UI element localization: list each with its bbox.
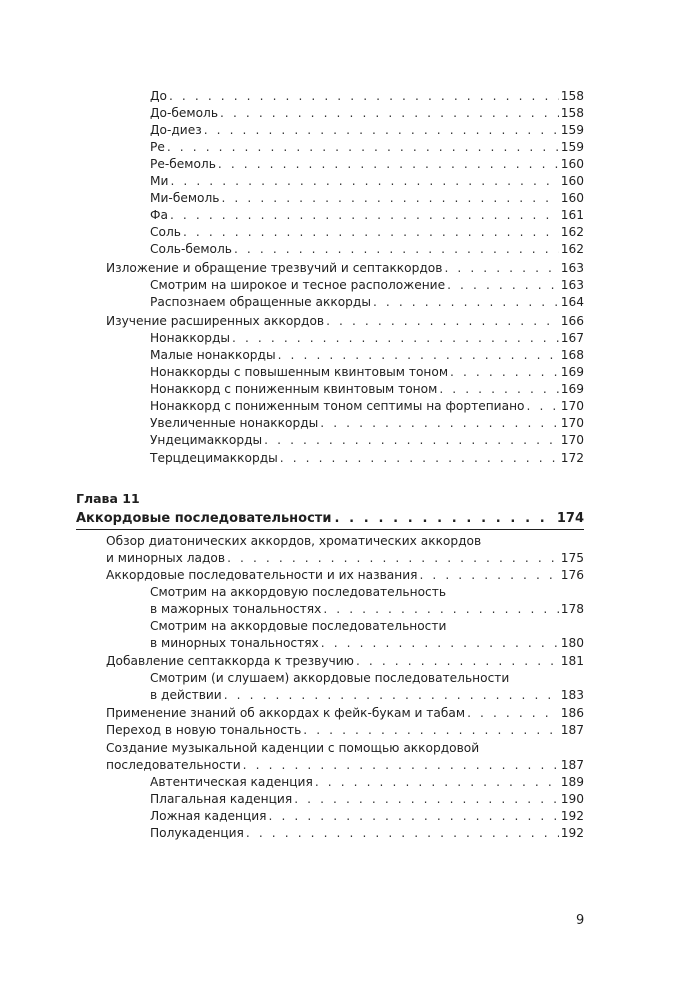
toc-entry-title: Ре [150, 140, 165, 154]
toc-entry-page: 187 [560, 758, 584, 772]
toc-entry-title: Изложение и обращение трезвучий и септаккордов [106, 261, 443, 275]
toc-entry[interactable] [150, 190, 584, 207]
toc-entry-first-line: Смотрим на аккордовые последовательности [150, 619, 447, 633]
toc-entry-page: 192 [560, 809, 584, 823]
toc-entry[interactable] [150, 432, 584, 449]
toc-leader-dots [269, 808, 559, 825]
toc-leader-dots [527, 398, 559, 415]
toc-leader-dots [221, 190, 558, 207]
toc-entry-title: Нонаккорды [150, 331, 231, 345]
toc-entry-page: 190 [560, 792, 584, 806]
toc-leader-dots [450, 364, 559, 381]
toc-entry[interactable] [150, 277, 584, 294]
toc-leader-dots [243, 757, 559, 774]
toc-entry-page: 160 [560, 191, 584, 205]
toc-entry-title: Распознаем обращенные аккорды [150, 295, 371, 309]
toc-section-first-line: Создание музыкальной каденции с помощью аккордовой [106, 741, 480, 755]
toc-entry-title: Соль-бемоль [150, 242, 232, 256]
toc-leader-dots [419, 567, 558, 584]
toc-entry-title: Нонаккорд с пониженным квинтовым тоном [150, 382, 438, 396]
toc-entry-title: Нонаккорд с пониженным тоном септимы на фортепиано [150, 399, 525, 413]
toc-leader-dots [321, 635, 559, 652]
toc-entry-title: Применение знаний об аккордах к фейк-букам и табам [106, 706, 466, 720]
toc-entry[interactable] [150, 825, 584, 842]
toc-entry-title: в мажорных тональностях [150, 602, 322, 616]
toc-entry-title: Нонаккорды с повышенным квинтовым тоном [150, 365, 449, 379]
toc-entry[interactable] [150, 791, 584, 808]
toc-leader-dots [439, 381, 558, 398]
toc-entry[interactable] [150, 398, 584, 415]
toc-entry[interactable] [150, 294, 584, 311]
toc-entry-page: 161 [560, 208, 584, 222]
toc-entry[interactable] [150, 241, 584, 258]
toc-entry-title: Смотрим на широкое и тесное расположение [150, 278, 446, 292]
toc-leader-dots [278, 347, 559, 364]
toc-entry[interactable] [150, 156, 584, 173]
toc-leader-dots [315, 774, 559, 791]
toc-section[interactable] [106, 313, 584, 330]
toc-leader-dots [227, 550, 559, 567]
toc-leader-dots [224, 687, 559, 704]
toc-entry-page: 176 [560, 568, 584, 582]
toc-entry-page: 178 [560, 602, 584, 616]
toc-section[interactable] [106, 653, 584, 670]
toc-section[interactable] [106, 705, 584, 722]
toc-section[interactable] [106, 550, 584, 567]
toc-entry-title: Фа [150, 208, 168, 222]
toc-entry-page: 172 [560, 451, 584, 465]
toc-entry[interactable] [150, 635, 584, 652]
toc-entry[interactable] [150, 88, 584, 105]
toc-leader-dots [447, 277, 559, 294]
toc-entry-title: и минорных ладов [106, 551, 226, 565]
toc-entry-page: 187 [560, 723, 584, 737]
toc-leader-dots [170, 207, 559, 224]
toc-entry[interactable] [150, 450, 584, 467]
toc-leader-dots [326, 313, 559, 330]
toc-leader-dots [356, 653, 559, 670]
toc-entry-page: 175 [560, 551, 584, 565]
toc-entry[interactable] [150, 173, 584, 190]
toc-entry[interactable] [150, 601, 584, 618]
toc-entry-page: 170 [560, 433, 584, 447]
toc-leader-dots [303, 722, 558, 739]
toc-section[interactable] [106, 260, 584, 277]
toc-section[interactable] [106, 722, 584, 739]
toc-entry[interactable] [150, 808, 584, 825]
chapter-label: Глава 11 [76, 491, 140, 506]
toc-leader-dots [246, 825, 559, 842]
toc-entry-page: 159 [560, 140, 584, 154]
toc-entry-page: 163 [560, 278, 584, 292]
toc-entry-title: в действии [150, 688, 222, 702]
toc-entry-page: 181 [560, 654, 584, 668]
toc-entry-title: Ундецимаккорды [150, 433, 263, 447]
toc-entry[interactable] [150, 105, 584, 122]
toc-leader-dots [264, 432, 559, 449]
toc-entry-page: 167 [560, 331, 584, 345]
toc-entry-page: 160 [560, 174, 584, 188]
toc-entry-title: Аккордовые последовательности и их названия [106, 568, 418, 582]
toc-entry-page: 162 [560, 242, 584, 256]
toc-entry-first-line: Смотрим на аккордовую последовательность [150, 585, 447, 599]
toc-entry[interactable] [150, 687, 584, 704]
toc-entry-page: 186 [560, 706, 584, 720]
toc-entry[interactable] [150, 347, 584, 364]
toc-leader-dots [467, 705, 559, 722]
page-number: 9 [576, 913, 585, 928]
toc-entry-title: последовательности [106, 758, 241, 772]
toc-section[interactable] [106, 567, 584, 584]
toc-leader-dots [167, 139, 559, 156]
toc-entry-page: 170 [560, 416, 584, 430]
toc-leader-dots [294, 791, 559, 808]
toc-entry-page: 183 [560, 688, 584, 702]
toc-entry-page: 164 [560, 295, 584, 309]
toc-leader-dots [234, 241, 559, 258]
toc-entry-page: 189 [560, 775, 584, 789]
toc-entry-title: Автентическая каденция [150, 775, 313, 789]
toc-entry[interactable] [150, 207, 584, 224]
toc-entry[interactable] [150, 364, 584, 381]
chapter-title[interactable] [76, 510, 584, 528]
toc-entry-title: Соль [150, 225, 181, 239]
toc-leader-dots [220, 105, 559, 122]
toc-entry-title: в минорных тональностях [150, 636, 319, 650]
toc-entry-title: Ми-бемоль [150, 191, 220, 205]
toc-leader-dots [232, 330, 559, 347]
toc-leader-dots [323, 601, 558, 618]
toc-leader-dots [183, 224, 559, 241]
toc-entry-page: 158 [560, 89, 584, 103]
toc-entry[interactable] [150, 139, 584, 156]
toc-entry-title: Ре-бемоль [150, 157, 216, 171]
chapter-title-text: Аккордовые последовательности [76, 511, 332, 526]
toc-entry-page: 192 [560, 826, 584, 840]
toc-entry-title: Переход в новую тональность [106, 723, 302, 737]
toc-entry-title: До [150, 89, 167, 103]
toc-leader-dots [280, 450, 559, 467]
toc-entry-title: Изучение расширенных аккордов [106, 314, 325, 328]
toc-entry[interactable] [150, 122, 584, 139]
toc-leader-dots [373, 294, 559, 311]
toc-entry-title: Терцдецимаккорды [150, 451, 278, 465]
toc-entry-page: 168 [560, 348, 584, 362]
toc-section-first-line: Обзор диатонических аккордов, хроматических аккордов [106, 534, 482, 548]
toc-entry-page: 180 [560, 636, 584, 650]
toc-entry[interactable] [150, 224, 584, 241]
toc-entry-page: 170 [560, 399, 584, 413]
toc-entry[interactable] [150, 415, 584, 432]
toc-leader-dots [444, 260, 558, 277]
toc-entry-page: 158 [560, 106, 584, 120]
toc-entry[interactable] [150, 330, 584, 347]
toc-entry-first-line: Смотрим (и слушаем) аккордовые последовательности [150, 671, 510, 685]
chapter-divider [76, 529, 584, 530]
chapter-page: 174 [556, 511, 584, 526]
toc-entry-title: До-диез [150, 123, 202, 137]
toc-entry-title: Ложная каденция [150, 809, 267, 823]
toc-leader-dots [170, 173, 558, 190]
toc-entry-title: Полукаденция [150, 826, 244, 840]
toc-entry-title: Ми [150, 174, 169, 188]
toc-entry-page: 159 [560, 123, 584, 137]
toc-entry[interactable] [150, 381, 584, 398]
toc-entry-page: 162 [560, 225, 584, 239]
toc-entry[interactable] [150, 774, 584, 791]
toc-entry-title: Малые нонаккорды [150, 348, 276, 362]
toc-entry-title: Добавление септаккорда к трезвучию [106, 654, 354, 668]
toc-entry-page: 163 [560, 261, 584, 275]
toc-leader-dots [204, 122, 559, 139]
toc-leader-dots [320, 415, 558, 432]
toc-leader-dots [334, 510, 553, 528]
toc-entry-page: 169 [560, 382, 584, 396]
toc-section[interactable] [106, 757, 584, 774]
toc-entry-page: 169 [560, 365, 584, 379]
toc-entry-page: 160 [560, 157, 584, 171]
toc-entry-page: 166 [560, 314, 584, 328]
toc-entry-title: Увеличенные нонаккорды [150, 416, 319, 430]
toc-leader-dots [218, 156, 559, 173]
toc-entry-title: Плагальная каденция [150, 792, 293, 806]
toc-leader-dots [169, 88, 559, 105]
toc-entry-title: До-бемоль [150, 106, 219, 120]
